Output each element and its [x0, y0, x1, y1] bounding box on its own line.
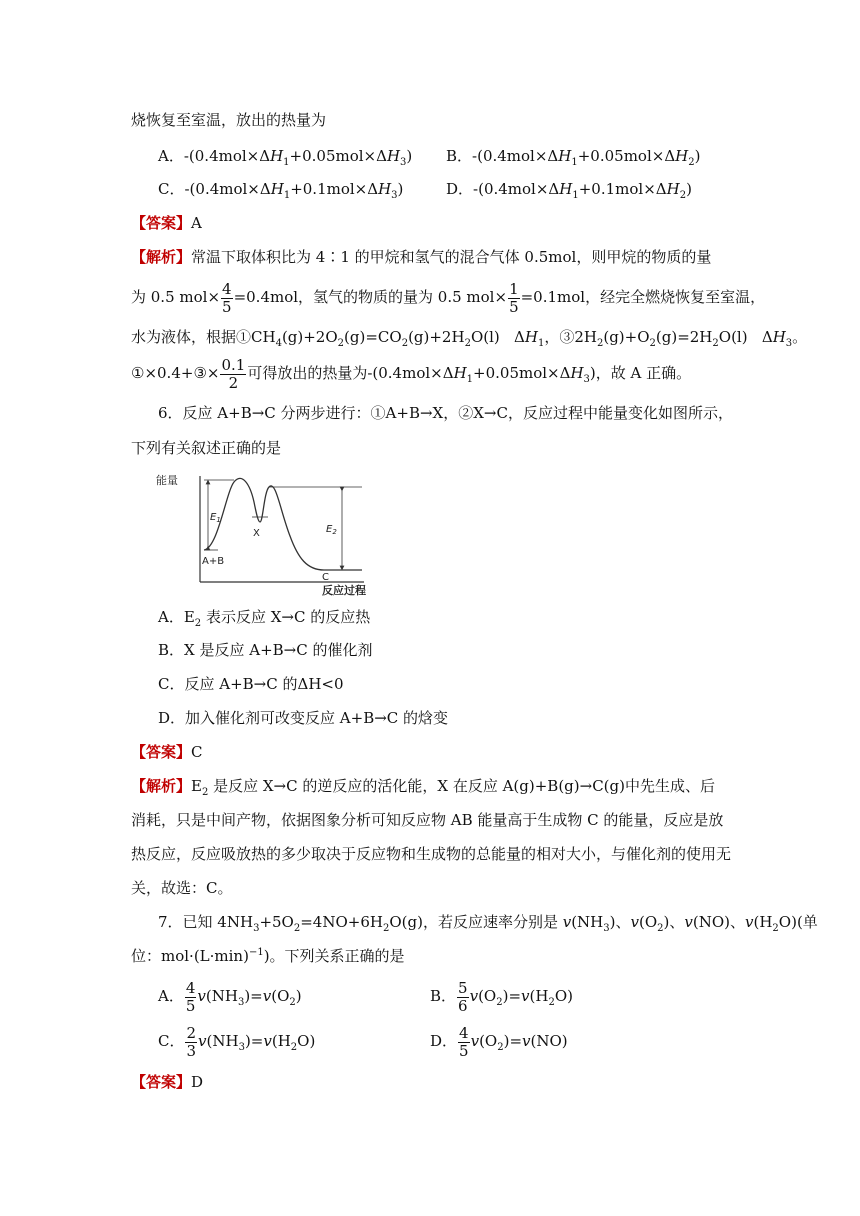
answer-value: C: [191, 743, 203, 761]
analysis-label: 【解析】: [131, 248, 192, 266]
q7-option-b: B． $\frac{5}{6}$ $v(O_2)=v(H_2O)$: [430, 978, 573, 1015]
q5-option-a: A．$-(0.4mol\times\Delta H_1+0.05mol\times\Delta H_3)$: [158, 147, 413, 168]
answer-label: 【答案】: [131, 214, 192, 232]
q6-option-c: C．反应 A+B→C 的ΔH<0: [158, 675, 344, 693]
q5-stem-tail: 烧恢复至室温，放出的热量为: [131, 111, 327, 129]
q7-option-c: C． $\frac{2}{3}$ $v(NH_3)=v(H_2O)$: [158, 1023, 316, 1060]
answer-value: A: [191, 214, 202, 232]
e1-label: $E_1$: [210, 512, 221, 524]
q6-option-d: D．加入催化剂可改变反应 A+B→C 的焓变: [158, 709, 449, 727]
product-label: C: [322, 572, 329, 583]
answer-value: D: [191, 1073, 204, 1091]
x-axis-label: 反应过程: [322, 584, 366, 596]
q6-answer: [131, 742, 203, 762]
answer-label: 【答案】: [131, 1073, 192, 1091]
q6-option-a: A．$E_2$ 表示反应 X→C 的反应热: [158, 608, 371, 629]
q7-option-d: D． $\frac{4}{5}$ $v(O_2)=v(NO)$: [430, 1023, 568, 1060]
answer-label: 【答案】: [131, 743, 192, 761]
q5-option-b: B．$-(0.4mol\times\Delta H_1+0.05mol\times\Delta H_2)$: [446, 147, 701, 168]
q5-option-c: C．$-(0.4mol\times\Delta H_1+0.1mol\times\Delta H_3)$: [158, 180, 404, 201]
x-label: X: [253, 528, 260, 539]
energy-diagram: [152, 470, 372, 596]
q7-answer: [131, 1072, 203, 1092]
q6-option-b: B．X 是反应 A+B→C 的催化剂: [158, 641, 373, 659]
energy-curve: [204, 478, 362, 570]
reactant-label: A+B: [202, 556, 225, 567]
q5-answer: [131, 213, 202, 233]
y-axis-label: 能量: [156, 474, 178, 487]
analysis-label: 【解析】: [131, 777, 192, 795]
q5-option-d: D．$-(0.4mol\times\Delta H_1+0.1mol\times\Delta H_2)$: [446, 180, 692, 201]
q7-option-a: A． $\frac{4}{5}$ $v(NH_3)=v(O_2)$: [158, 978, 302, 1015]
e2-label: $E_2$: [326, 524, 337, 536]
